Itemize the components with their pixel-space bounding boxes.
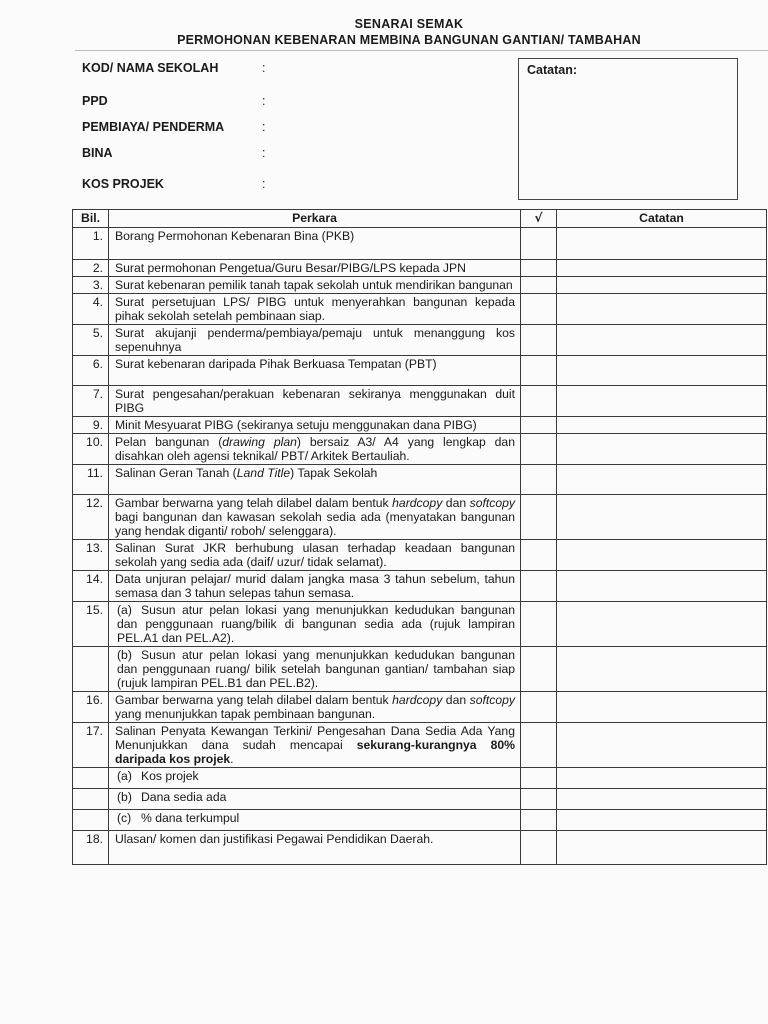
row-number: 13. [73, 540, 109, 571]
row-text: Borang Permohonan Kebenaran Bina (PKB) [109, 228, 521, 260]
note-cell[interactable] [557, 831, 767, 865]
header-tick: √ [521, 210, 557, 228]
build-colon: : [262, 146, 266, 160]
table-row [73, 465, 767, 495]
build-label: BINA [82, 146, 113, 160]
row-text: Gambar berwarna yang telah dilabel dalam bentuk hardcopy dan softcopy bagi bangunan dan kawasan sekolah sedia ada (menyatakan bangunan yang hendak diganti/ roboh/ selenggara). [109, 495, 521, 540]
row-number: 10. [73, 434, 109, 465]
school-code-label: KOD/ NAMA SEKOLAH [82, 61, 219, 75]
row-text: (b) Susun atur pelan lokasi yang menunjukkan kedudukan bangunan dan penggunaan ruang/ bilik setelah bangunan gantian/ tambahan siap (rujuk lampiran PEL.B1 dan PEL.B2). [109, 647, 521, 692]
row-number [73, 768, 109, 789]
sub-label: (a) [117, 769, 132, 783]
header-note: Catatan [557, 210, 767, 228]
title-rule [75, 50, 768, 51]
row-text: Surat persetujuan LPS/ PIBG untuk menyerahkan bangunan kepada pihak sekolah setelah pembinaan siap. [109, 294, 521, 325]
note-cell[interactable] [557, 465, 767, 495]
tick-cell[interactable] [521, 540, 557, 571]
row-number: 18. [73, 831, 109, 865]
tick-cell[interactable] [521, 495, 557, 540]
table-row [73, 325, 767, 356]
header-item: Perkara [109, 210, 521, 228]
table-row [73, 768, 767, 789]
row-text: Minit Mesyuarat PIBG (sekiranya setuju menggunakan dana PIBG) [109, 417, 521, 434]
row-number [73, 810, 109, 831]
note-cell[interactable] [557, 434, 767, 465]
tick-cell[interactable] [521, 692, 557, 723]
row-number: 15. [73, 602, 109, 647]
row-number: 4. [73, 294, 109, 325]
note-cell[interactable] [557, 647, 767, 692]
tick-cell[interactable] [521, 294, 557, 325]
row-text: Gambar berwarna yang telah dilabel dalam bentuk hardcopy dan softcopy yang menunjukkan tapak pembinaan bangunan. [109, 692, 521, 723]
row-text: Salinan Penyata Kewangan Terkini/ Pengesahan Dana Sedia Ada Yang Menunjukkan dana sudah mencapai sekurang-kurangnya 80% daripada kos projek. [109, 723, 521, 768]
note-cell[interactable] [557, 723, 767, 768]
row-number: 6. [73, 356, 109, 386]
row-number: 9. [73, 417, 109, 434]
ppd-label: PPD [82, 94, 108, 108]
table-row [73, 723, 767, 768]
project-cost-colon: : [262, 177, 266, 191]
tick-cell[interactable] [521, 723, 557, 768]
row-number: 16. [73, 692, 109, 723]
tick-cell[interactable] [521, 260, 557, 277]
row-text: (a) Kos projek [109, 768, 521, 789]
row-text: Salinan Surat JKR berhubung ulasan terhadap keadaan bangunan sekolah yang sedia ada (daif/ uzur/ tidak selamat). [109, 540, 521, 571]
row-number: 7. [73, 386, 109, 417]
table-row [73, 602, 767, 647]
row-text: Surat kebenaran daripada Pihak Berkuasa Tempatan (PBT) [109, 356, 521, 386]
row-number [73, 647, 109, 692]
row-number: 14. [73, 571, 109, 602]
row-number [73, 789, 109, 810]
row-number: 2. [73, 260, 109, 277]
table-row [73, 277, 767, 294]
tick-cell[interactable] [521, 789, 557, 810]
row-text: Salinan Geran Tanah (Land Title) Tapak Sekolah [109, 465, 521, 495]
note-cell[interactable] [557, 540, 767, 571]
tick-cell[interactable] [521, 602, 557, 647]
tick-cell[interactable] [521, 465, 557, 495]
note-cell[interactable] [557, 386, 767, 417]
school-code-colon: : [262, 61, 266, 75]
sub-label: (a) [117, 603, 132, 617]
row-number: 12. [73, 495, 109, 540]
row-text: (b) Dana sedia ada [109, 789, 521, 810]
checklist-table [72, 209, 767, 865]
table-row [73, 692, 767, 723]
row-text: Ulasan/ komen dan justifikasi Pegawai Pendidikan Daerah. [109, 831, 521, 865]
table-row [73, 540, 767, 571]
note-cell[interactable] [557, 789, 767, 810]
note-cell[interactable] [557, 294, 767, 325]
ppd-colon: : [262, 94, 266, 108]
table-row [73, 789, 767, 810]
table-row [73, 495, 767, 540]
row-number: 1. [73, 228, 109, 260]
tick-cell[interactable] [521, 277, 557, 294]
tick-cell[interactable] [521, 831, 557, 865]
notes-label: Catatan: [527, 63, 578, 77]
row-text: Surat pengesahan/perakuan kebenaran sekiranya menggunakan duit PIBG [109, 386, 521, 417]
document-title: SENARAI SEMAK [354, 17, 464, 31]
table-row [73, 260, 767, 277]
row-text: (a) Susun atur pelan lokasi yang menunjukkan kedudukan bangunan dan penggunaan ruang/bilik di bangunan sedia ada (rujuk lampiran PEL.A1 dan PEL.A2). [109, 602, 521, 647]
note-cell[interactable] [557, 768, 767, 789]
tick-cell[interactable] [521, 356, 557, 386]
tick-cell[interactable] [521, 325, 557, 356]
table-row [73, 386, 767, 417]
table-header-row [73, 210, 767, 228]
row-text: Data unjuran pelajar/ murid dalam jangka masa 3 tahun sebelum, tahun semasa dan 3 tahun selepas tahun semasa. [109, 571, 521, 602]
tick-cell[interactable] [521, 386, 557, 417]
note-cell[interactable] [557, 277, 767, 294]
row-text: Surat permohonan Pengetua/Guru Besar/PIBG/LPS kepada JPN [109, 260, 521, 277]
tick-cell[interactable] [521, 571, 557, 602]
sponsor-label: PEMBIAYA/ PENDERMA [82, 120, 225, 134]
table-row [73, 571, 767, 602]
note-cell[interactable] [557, 810, 767, 831]
table-row [73, 831, 767, 865]
note-cell[interactable] [557, 228, 767, 260]
table-row [73, 417, 767, 434]
tick-cell[interactable] [521, 417, 557, 434]
note-cell[interactable] [557, 602, 767, 647]
notes-box[interactable] [518, 58, 738, 200]
row-number: 11. [73, 465, 109, 495]
row-text: Pelan bangunan (drawing plan) bersaiz A3/ A4 yang lengkap dan disahkan oleh agensi teknikal/ PBT/ Arkitek Bertauliah. [109, 434, 521, 465]
note-cell[interactable] [557, 260, 767, 277]
project-cost-label: KOS PROJEK [82, 177, 164, 191]
sponsor-colon: : [262, 120, 266, 134]
sub-label: (b) [117, 790, 132, 804]
document-subtitle: PERMOHONAN KEBENARAN MEMBINA BANGUNAN GANTIAN/ TAMBAHAN [177, 33, 641, 47]
tick-cell[interactable] [521, 647, 557, 692]
row-number: 3. [73, 277, 109, 294]
row-number: 17. [73, 723, 109, 768]
note-cell[interactable] [557, 495, 767, 540]
table-row [73, 647, 767, 692]
tick-cell[interactable] [521, 228, 557, 260]
table-row [73, 434, 767, 465]
table-row [73, 294, 767, 325]
note-cell[interactable] [557, 571, 767, 602]
tick-cell[interactable] [521, 810, 557, 831]
tick-cell[interactable] [521, 434, 557, 465]
table-row [73, 228, 767, 260]
row-text: Surat kebenaran pemilik tanah tapak sekolah untuk mendirikan bangunan [109, 277, 521, 294]
table-row [73, 356, 767, 386]
note-cell[interactable] [557, 356, 767, 386]
row-text: (c) % dana terkumpul [109, 810, 521, 831]
note-cell[interactable] [557, 325, 767, 356]
row-number: 5. [73, 325, 109, 356]
header-no: Bil. [73, 210, 109, 228]
table-row [73, 810, 767, 831]
note-cell[interactable] [557, 417, 767, 434]
tick-cell[interactable] [521, 768, 557, 789]
note-cell[interactable] [557, 692, 767, 723]
sub-label: (b) [117, 648, 132, 662]
sub-label: (c) [117, 811, 132, 825]
row-text: Surat akujanji penderma/pembiaya/pemaju untuk menanggung kos sepenuhnya [109, 325, 521, 356]
